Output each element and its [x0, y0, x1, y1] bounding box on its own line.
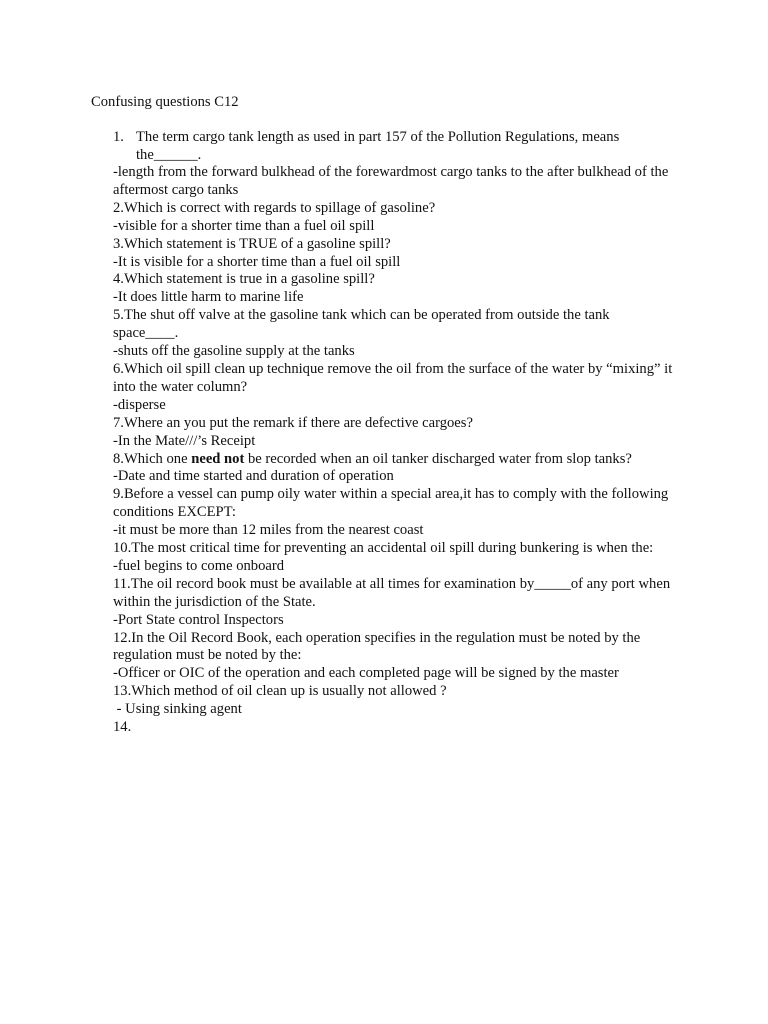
answer-5: -shuts off the gasoline supply at the tanks	[113, 343, 355, 360]
question-6: 6.Which oil spill clean up technique remove the oil from the surface of the water by “mixing” it into the water column?	[113, 360, 676, 395]
answer-9: -it must be more than 12 miles from the nearest coast	[113, 522, 424, 539]
answer-1: -length from the forward bulkhead of the forewardmost cargo tanks to the after bulkhead of the aftermost cargo tanks	[113, 164, 672, 198]
question-8-after: be recorded when an oil tanker discharged water from slop tanks?	[244, 450, 632, 467]
question-7: 7.Where an you put the remark if there are defective cargoes?	[113, 414, 473, 431]
question-4: 4.Which statement is true in a gasoline spill?	[113, 271, 375, 288]
question-5: 5.The shut off valve at the gasoline tank which can be operated from outside the tank space____.	[113, 307, 614, 342]
question-9: 9.Before a vessel can pump oily water within a special area,it has to comply with the following conditions EXCEPT:	[113, 486, 672, 521]
question-1-text: The term cargo tank length as used in part 157 of the Pollution Regulations, means the______.	[136, 129, 620, 163]
answer-13: - Using sinking agent	[113, 701, 242, 718]
answer-12: -Officer or OIC of the operation and each completed page will be signed by the master	[113, 665, 619, 682]
question-11: 11.The oil record book must be available at all times for examination by_____of any port when within the jurisdiction of the State.	[113, 575, 674, 610]
question-8	[113, 451, 678, 469]
question-8-bold: need not	[191, 450, 245, 467]
document-title: Confusing questions C12	[91, 94, 239, 110]
answer-7: -In the Mate///’s Receipt	[113, 432, 256, 449]
question-3: 3.Which statement is TRUE of a gasoline spill?	[113, 235, 391, 252]
answer-2: -visible for a shorter time than a fuel oil spill	[113, 217, 375, 234]
question-10: 10.The most critical time for preventing an accidental oil spill during bunkering is when the:	[113, 540, 654, 557]
question-2: 2.Which is correct with regards to spillage of gasoline?	[113, 199, 436, 216]
answer-4: -It does little harm to marine life	[113, 289, 304, 306]
answer-6: -disperse	[113, 396, 166, 413]
question-14: 14.	[113, 719, 132, 736]
answer-8: -Date and time started and duration of operation	[113, 468, 394, 485]
question-13: 13.Which method of oil clean up is usually not allowed ?	[113, 683, 447, 700]
qa-list	[113, 164, 678, 737]
question-8-before: 8.Which one	[113, 450, 192, 467]
answer-11: -Port State control Inspectors	[113, 611, 284, 628]
question-1	[113, 128, 673, 164]
answer-3: -It is visible for a shorter time than a fuel oil spill	[113, 253, 401, 270]
answer-10: -fuel begins to come onboard	[113, 557, 285, 574]
question-1-number: 1.	[113, 129, 124, 145]
question-12: 12.In the Oil Record Book, each operation specifies in the regulation must be noted by the regulation must be noted by the:	[113, 629, 644, 664]
